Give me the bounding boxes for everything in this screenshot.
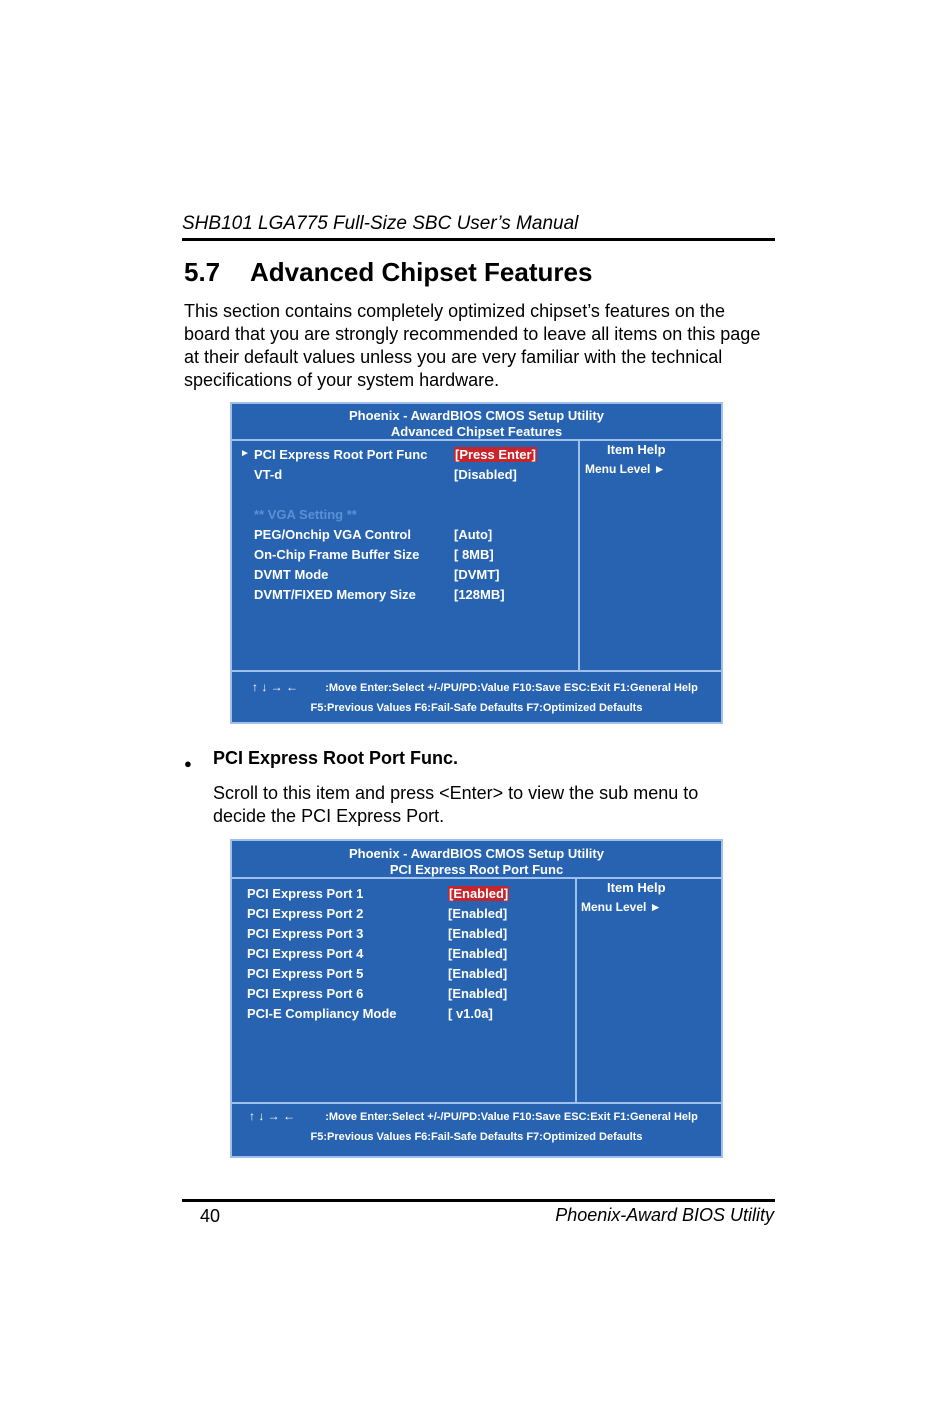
item-help-title: Item Help [607, 880, 666, 895]
bios-title: Phoenix - AwardBIOS CMOS Setup Utility [349, 846, 604, 861]
menu-level-label: Menu Level ► [581, 900, 662, 914]
bios-value-pci-express-port-1[interactable] [448, 886, 509, 901]
item-help-title: Item Help [607, 442, 666, 457]
bios-title: Phoenix - AwardBIOS CMOS Setup Utility [349, 408, 604, 423]
bios-item-pcie-compliancy-mode[interactable]: PCI-E Compliancy Mode [247, 1006, 397, 1021]
bios-value-pci-express-port-3[interactable]: [Enabled] [448, 926, 508, 941]
section-heading: Advanced Chipset Features [250, 257, 593, 287]
bios-item-pci-express-port-4[interactable]: PCI Express Port 4 [247, 946, 364, 961]
bios-item-dvmt-mode[interactable]: DVMT Mode [254, 567, 329, 582]
manual-header: SHB101 LGA775 Full-Size SBC User’s Manual [182, 213, 579, 234]
bios-item-frame-buffer-size[interactable]: On-Chip Frame Buffer Size [254, 547, 420, 562]
bios-screen-advanced-chipset [230, 402, 723, 724]
bios-footer-defaults: F5:Previous Values F6:Fail-Safe Defaults F7:Optimized Defaults [310, 702, 643, 714]
navigation-arrows-icon: ↑ ↓ → ← [249, 1109, 296, 1123]
intro-paragraph: This section contains completely optimized chipset’s features on the board that you are strongly recommended to leave all items on this page at their default values unless you are very familiar with the technical specifications of your system hardware. [184, 301, 761, 390]
bios-value-vt-d[interactable]: [Disabled] [454, 467, 517, 482]
bios-item-pci-express-port-1[interactable]: PCI Express Port 1 [247, 886, 364, 901]
bios-item-vt-d[interactable]: VT-d [254, 467, 283, 482]
header-rule [182, 238, 775, 241]
page-number: 40 [200, 1206, 221, 1226]
footer-title: Phoenix-Award BIOS Utility [555, 1205, 774, 1225]
bios-group-vga-setting: ** VGA Setting ** [254, 507, 357, 522]
section-title [184, 257, 592, 288]
bios-column-divider [575, 877, 577, 1102]
bios-item-peg-onchip-vga-control[interactable]: PEG/Onchip VGA Control [254, 527, 411, 542]
bios-footer-defaults: F5:Previous Values F6:Fail-Safe Defaults F7:Optimized Defaults [310, 1131, 643, 1143]
bios-item-pci-express-port-2[interactable]: PCI Express Port 2 [247, 906, 364, 921]
bios-item-pci-express-port-5[interactable]: PCI Express Port 5 [247, 966, 364, 981]
bios-item-pci-express-port-3[interactable]: PCI Express Port 3 [247, 926, 364, 941]
bullet-icon: ● [184, 756, 192, 771]
bios-value-peg-onchip-vga-control[interactable]: [Auto] [454, 527, 493, 542]
section-number: 5.7 [184, 257, 221, 287]
bullet-description: Scroll to this item and press <Enter> to view the sub menu to decide the PCI Express Port. [213, 783, 699, 826]
bios-footer-keys: :Move Enter:Select +/-/PU/PD:Value F10:Save ESC:Exit F1:General Help [325, 1111, 698, 1123]
menu-level-label: Menu Level ► [585, 462, 666, 476]
bios-value-pcie-compliancy-mode[interactable]: [ v1.0a] [448, 1006, 493, 1021]
bullet-title: PCI Express Root Port Func. [213, 748, 459, 768]
bios-column-divider [578, 439, 580, 670]
bios-value-pci-express-root-port-func[interactable] [454, 447, 537, 462]
bios-footer-divider [232, 1102, 721, 1104]
bios-value-selected[interactable]: [Press Enter] [455, 447, 536, 462]
bios-subtitle: Advanced Chipset Features [390, 424, 563, 439]
bios-value-frame-buffer-size[interactable]: [ 8MB] [454, 547, 494, 562]
bios-title-divider [232, 439, 721, 441]
bios-item-dvmt-fixed-memory-size[interactable]: DVMT/FIXED Memory Size [254, 587, 416, 602]
bios-value-pci-express-port-5[interactable]: [Enabled] [448, 966, 508, 981]
bios-subtitle: PCI Express Root Port Func [389, 862, 564, 877]
bios-value-selected[interactable]: [Enabled] [449, 886, 509, 901]
bios-value-dvmt-mode[interactable]: [DVMT] [454, 567, 500, 582]
footer-rule [182, 1199, 775, 1202]
bios-value-pci-express-port-2[interactable]: [Enabled] [448, 906, 508, 921]
bios-item-pci-express-root-port-func[interactable]: PCI Express Root Port Func [254, 447, 428, 462]
bios-value-dvmt-fixed-memory-size[interactable]: [128MB] [454, 587, 505, 602]
bios-footer-keys: :Move Enter:Select +/-/PU/PD:Value F10:Save ESC:Exit F1:General Help [325, 682, 698, 694]
bios-footer-divider [232, 670, 721, 672]
bios-screen-pci-express-root-port [230, 839, 723, 1158]
bios-title-divider [232, 877, 721, 879]
bios-value-pci-express-port-6[interactable]: [Enabled] [448, 986, 508, 1001]
selector-arrow-icon: ► [240, 448, 250, 459]
bios-item-pci-express-port-6[interactable]: PCI Express Port 6 [247, 986, 364, 1001]
navigation-arrows-icon: ↑ ↓ → ← [252, 680, 299, 694]
bios-value-pci-express-port-4[interactable]: [Enabled] [448, 946, 508, 961]
